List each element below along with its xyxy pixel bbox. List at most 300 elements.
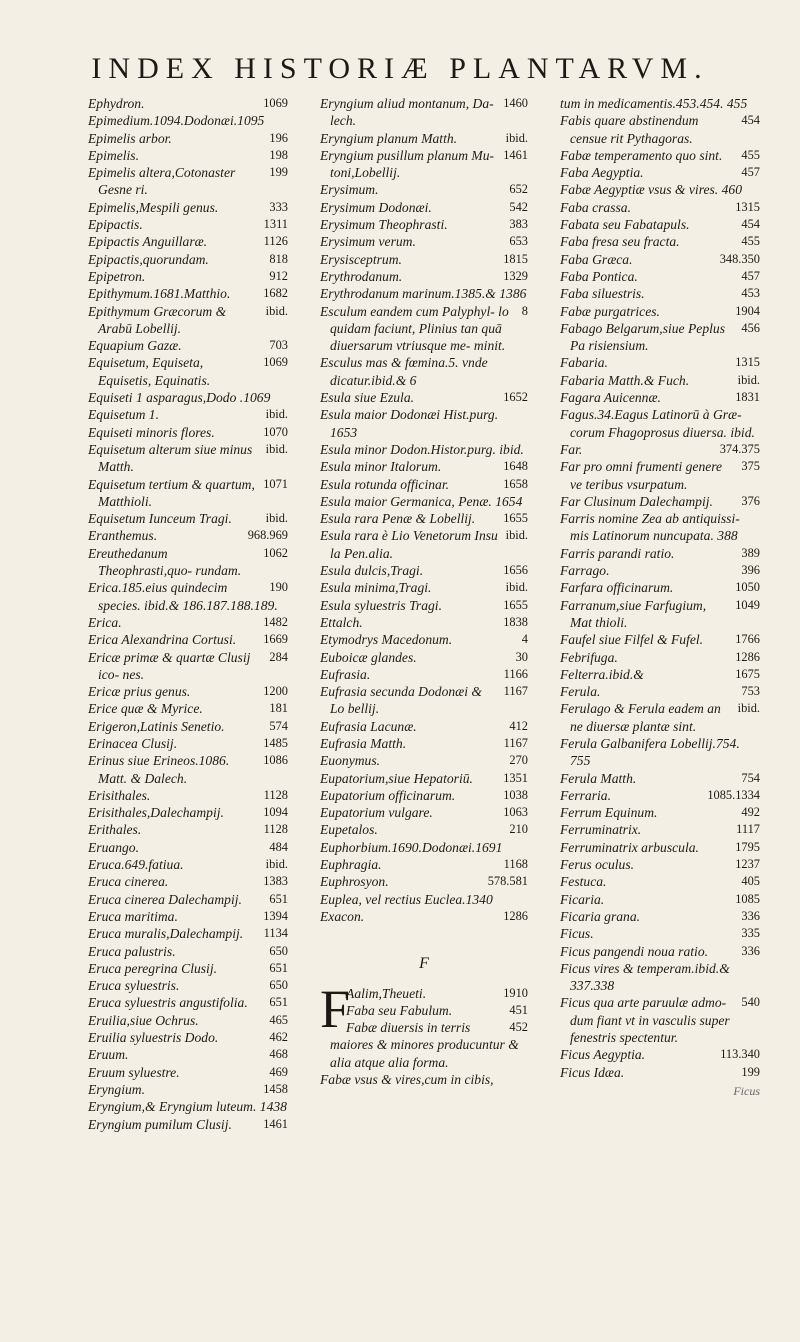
entry-term: Esula minima,Tragi. [320,580,432,596]
entry-page-number: 1168 [503,857,528,872]
entry-term: Exacon. [320,908,365,924]
entry-term: Eufrasia Matth. [320,735,407,751]
entry-page-number: 1085.1334 [707,787,760,802]
entry-page-number: 1071 [263,476,288,491]
index-entry [560,770,760,787]
entry-page-number: 1237 [735,857,760,872]
entry-term: Euphrosyon. [320,874,389,890]
index-entry [560,804,760,821]
entry-term: Eryngium planum Matth. [320,130,458,146]
index-entry [560,372,760,389]
entry-page-number: 1128 [263,822,288,837]
entry-term: Eruango. [88,839,139,855]
entry-term: Ettalch. [320,614,363,630]
index-entry [88,994,288,1011]
entry-term: Euphorbium.1690.Dodonæi.1691 [320,839,503,855]
entry-page-number: 452 [509,1020,528,1035]
index-entry [88,735,288,752]
index-entry [88,1081,288,1098]
entry-term: Erisithales,Dalechampij. [88,805,224,821]
entry-page-number: 455 [741,147,760,162]
entry-term: Erica.185.eius quindecim species. ibid.& 186.187.188.189. [88,580,278,613]
entry-term: Epipetron. [88,268,146,284]
entry-page-number: 1795 [735,839,760,854]
entry-page-number: 375 [741,459,760,474]
entry-page-number: 451 [509,1002,528,1017]
entry-page-number: ibid. [265,441,288,456]
entry-term: Febrifuga. [560,649,618,665]
entry-term: Farfara officinarum. [560,580,674,596]
entry-page-number: 181 [269,701,288,716]
index-entry [320,735,528,752]
index-entry [88,977,288,994]
index-entry [88,337,288,354]
entry-page-number: ibid. [737,701,760,716]
index-entry [560,285,760,302]
index-entry [88,130,288,147]
entry-page-number: 1200 [263,684,288,699]
entry-page-number: 484 [269,839,288,854]
entry-page-number: 1652 [503,390,528,405]
entry-term: Epimelis arbor. [88,130,172,146]
entry-page-number: 462 [269,1030,288,1045]
index-entry [320,130,528,147]
entry-term: Eryngium. [88,1081,146,1097]
index-entry [320,597,528,614]
entry-page-number: 8 [521,303,528,318]
entry-page-number: 1766 [735,632,760,647]
entry-page-number: 396 [741,563,760,578]
index-entry [88,649,288,684]
index-entry [560,649,760,666]
entry-page-number: 376 [741,493,760,508]
entry-term: Far. [560,441,583,457]
entry-page-number: ibid. [737,372,760,387]
entry-page-number: 753 [741,684,760,699]
index-entry [320,718,528,735]
index-entry [88,683,288,700]
entry-term: Eruca.649.fatiua. [88,857,184,873]
entry-page-number: 1655 [503,511,528,526]
entry-term: Ferula Matth. [560,770,637,786]
index-entry [88,1046,288,1063]
entry-page-number: 1286 [735,649,760,664]
section-letter-heading: F [419,955,429,973]
entry-page-number: ibid. [505,580,528,595]
entry-page-number: 540 [741,995,760,1010]
entry-page-number: 818 [269,251,288,266]
entry-page-number: 1904 [735,303,760,318]
entry-term: Eupetalos. [320,822,378,838]
entry-term: Faba fresa seu fracta. [560,234,680,250]
entry-term: Fabaria. [560,355,608,371]
index-entry [560,112,760,147]
entry-page-number: 1134 [263,926,288,941]
index-entry [560,943,760,960]
index-entry [88,233,288,250]
index-entry [88,216,288,233]
entry-page-number: 468 [269,1047,288,1062]
entry-page-number: 348.350 [719,251,760,266]
entry-page-number: 270 [509,753,528,768]
entry-term: Esula minor Italorum. [320,459,442,475]
entry-term: Fabaria Matth.& Fuch. [560,372,690,388]
index-entry [320,389,528,406]
entry-term: Far Clusinum Dalechampij. [560,493,713,509]
index-entry [560,666,760,683]
entry-term: Equiseti 1 asparagus,Dodo .1069 [88,390,271,406]
entry-term: Ficus Idæa. [560,1064,625,1080]
entry-page-number: 1461 [263,1116,288,1131]
index-entry [88,354,288,389]
index-entry [88,527,288,544]
entry-page-number: 199 [269,165,288,180]
index-entry [88,95,288,112]
entry-page-number: 968.969 [247,528,288,543]
entry-term: Erysimum verum. [320,234,416,250]
index-entry [320,908,528,925]
entry-page-number: 1910 [503,985,528,1000]
index-entry [560,631,760,648]
entry-term: Esula maior Germanica, Penæ. 1654 [320,493,523,509]
entry-page-number: 412 [509,718,528,733]
catchword: Ficus [733,1083,760,1098]
entry-term: Eufrasia Lacunæ. [320,718,417,734]
entry-page-number: ibid. [265,303,288,318]
entry-page-number: ibid. [265,407,288,422]
index-entry [88,752,288,787]
index-entry [88,424,288,441]
entry-page-number: 1315 [735,355,760,370]
entry-page-number: 1461 [503,147,528,162]
index-entry [320,649,528,666]
entry-page-number: 1063 [503,805,528,820]
entry-term: Erythrodanum. [320,268,403,284]
index-entry [88,389,288,406]
index-entry [560,354,760,371]
index-entry [560,458,760,493]
entry-term: Ferus oculus. [560,857,635,873]
entry-page-number: 1458 [263,1081,288,1096]
entry-page-number: 336 [741,908,760,923]
section-f-entries [320,978,528,1089]
entry-page-number: 198 [269,147,288,162]
entry-page-number: ibid. [505,528,528,543]
index-entry [88,510,288,527]
entry-term: Euphragia. [320,857,382,873]
entry-term: Equapium Gazæ. [88,338,182,354]
entry-term: Fabæ temperamento quo sint. [560,147,723,163]
index-entry [560,994,760,1046]
entry-page-number: 1117 [736,822,760,837]
index-entry [560,579,760,596]
index-entry [560,320,760,355]
index-entry [320,1002,528,1019]
entry-term: Esula syluestris Tragi. [320,597,442,613]
entry-term: Ferruminatrix arbuscula. [560,839,699,855]
entry-term: Esula siue Ezula. [320,390,415,406]
index-entry [560,925,760,942]
index-entry [88,303,288,338]
entry-term: Eruca syluestris. [88,978,180,994]
entry-term: Epithymum Græcorum & Arabū Lobellij. [88,303,227,336]
entry-term: Eufrasia secunda Dodonæi & Lo bellij. [320,684,482,717]
index-entry [88,164,288,199]
index-entry [560,510,760,545]
index-entry [320,631,528,648]
entry-page-number: 190 [269,580,288,595]
entry-term: Farrago. [560,563,610,579]
index-entry [320,873,528,890]
entry-term: Equisetum 1. [88,407,159,423]
index-entry [560,545,760,562]
entry-term: Faba siluestris. [560,286,645,302]
index-entry [88,873,288,890]
entry-term: Fabæ diuersis in terris maiores & minores producuntur & alia atque alia forma. [330,1020,519,1070]
index-entry [320,614,528,631]
entry-term: Erinacea Clusij. [88,735,178,751]
index-entry [88,718,288,735]
entry-term: Fagus.34.Eagus Latinorū à Græ- corum Fhagoprosus diuersa. ibid. [560,407,755,440]
index-entry [320,683,528,718]
index-entry [320,458,528,475]
index-entry [560,199,760,216]
index-entry [320,199,528,216]
entry-term: Epimelis,Mespili genus. [88,199,219,215]
index-entry [88,268,288,285]
index-entry [560,233,760,250]
entry-term: Erisithales. [88,787,151,803]
entry-term: Faufel siue Filfel & Fufel. [560,632,704,648]
index-entry [560,268,760,285]
entry-page-number: 389 [741,545,760,560]
entry-term: Euonymus. [320,753,381,769]
index-column-2 [320,95,528,1088]
entry-page-number: 1286 [503,908,528,923]
index-entry [320,216,528,233]
entry-page-number: 1311 [263,217,288,232]
index-entry [320,804,528,821]
entry-page-number: 199 [741,1064,760,1079]
entry-page-number: 1682 [263,286,288,301]
entry-term: Euplea, vel rectius Euclea.1340 [320,891,493,907]
index-entry [320,752,528,769]
index-entry [560,700,760,735]
entry-term: Erysimum. [320,182,379,198]
entry-term: Epimelis altera,Cotonaster Gesne ri. [88,165,236,198]
index-entry [560,406,760,441]
index-entry [88,891,288,908]
entry-page-number: 1094 [263,805,288,820]
entry-page-number: 912 [269,268,288,283]
entry-page-number: 1086 [263,753,288,768]
entry-term: Fabis quare abstinendum censue rit Pythagoras. [560,113,699,146]
index-entry [560,683,760,700]
entry-page-number: 1166 [503,666,528,681]
entry-page-number: 383 [509,217,528,232]
index-entry [560,303,760,320]
index-entry [88,251,288,268]
entry-page-number: 1658 [503,476,528,491]
entry-term: Farranum,siue Farfugium, Mat thioli. [560,597,707,630]
entry-term: Eranthemus. [88,528,158,544]
entry-term: Esculus mas & fœmina.5. vnde dicatur.ibid.& 6 [320,355,488,388]
entry-term: Fabæ vsus & vires,cum in cibis, [320,1072,494,1088]
index-entry [560,821,760,838]
running-header: INDEX HISTORIÆ PLANTARVM. [91,52,709,85]
entry-term: Etymodrys Macedonum. [320,632,453,648]
entry-page-number: 457 [741,268,760,283]
entry-page-number: 333 [269,199,288,214]
entry-page-number: 650 [269,978,288,993]
entry-page-number: 335 [741,926,760,941]
entry-page-number: 284 [269,649,288,664]
entry-term: Erice quæ & Myrice. [88,701,203,717]
entry-page-number: 1315 [735,199,760,214]
entry-term: Ferula Galbanifera Lobellij.754. 755 [560,735,740,769]
index-entry [320,839,528,856]
entry-page-number: 650 [269,943,288,958]
entry-term: Euboicæ glandes. [320,649,417,665]
entry-page-number: 1351 [503,770,528,785]
entry-page-number: 1069 [263,355,288,370]
entry-term: Eruca cinerea Dalechampij. [88,891,242,907]
index-entry [560,1046,760,1063]
entry-page-number: 457 [741,165,760,180]
entry-term: Eryngium pumilum Clusij. [88,1116,232,1132]
entry-term: Eryngium,& Eryngium luteum. 1438 [88,1099,287,1115]
entry-page-number: 453 [741,286,760,301]
entry-term: Esula rotunda officinar. [320,476,450,492]
entry-page-number: 1128 [263,787,288,802]
entry-term: Epimedium.1094.Dodonæi.1095 [88,113,265,129]
index-entry [560,839,760,856]
index-entry [320,666,528,683]
entry-page-number: 455 [741,234,760,249]
index-entry [320,268,528,285]
entry-term: Felterra.ibid.& [560,666,644,682]
entry-page-number: 1070 [263,424,288,439]
entry-term: Esula minor Dodon.Histor.purg. ibid. [320,441,524,457]
index-entry [320,251,528,268]
index-entry [88,856,288,873]
index-entry [88,804,288,821]
entry-term: Eruca muralis,Dalechampij. [88,926,244,942]
entry-term: Eruca palustris. [88,943,176,959]
entry-page-number: 1394 [263,908,288,923]
index-entry [320,354,528,389]
entry-page-number: 574 [269,718,288,733]
index-entry [560,164,760,181]
index-entry [88,1012,288,1029]
entry-term: Esula rara è Lio Venetorum Insu la Pen.alia. [320,528,498,561]
entry-term: Ferruminatrix. [560,822,642,838]
entry-page-number: ibid. [505,130,528,145]
entry-term: Esula rara Penæ & Lobellij. [320,511,476,527]
entry-page-number: 456 [741,320,760,335]
index-entry [320,285,528,302]
index-entry [560,389,760,406]
index-entry [320,476,528,493]
entry-page-number: 113.340 [720,1047,760,1062]
index-entry [320,510,528,527]
entry-page-number: 1815 [503,251,528,266]
entry-term: Ephydron. [88,96,145,111]
index-entry [560,891,760,908]
entry-term: Erinus siue Erineos.1086. Matt. & Dalech. [88,753,230,786]
entry-page-number: 651 [269,891,288,906]
entry-page-number: 1329 [503,268,528,283]
entry-page-number: 454 [741,217,760,232]
entry-term: Equisetum, Equiseta, Equisetis, Equinatis. [88,355,211,388]
index-entry [88,908,288,925]
index-entry [88,147,288,164]
index-entry [88,925,288,942]
entry-term: Faba crassa. [560,199,631,215]
entry-term: Ficaria grana. [560,908,641,924]
entry-page-number: 754 [741,770,760,785]
index-entry [88,441,288,476]
entry-page-number: 703 [269,338,288,353]
index-entry [88,579,288,614]
entry-page-number: 1482 [263,614,288,629]
entry-page-number: 492 [741,805,760,820]
entry-term: Eruum syluestre. [88,1064,180,1080]
entry-page-number: 1383 [263,874,288,889]
entry-page-number: 1675 [735,666,760,681]
entry-page-number: 651 [269,960,288,975]
index-entry [88,1029,288,1046]
index-entry [88,285,288,302]
index-entry [320,527,528,562]
index-entry [320,985,528,1002]
index-entry [88,545,288,580]
entry-page-number: 196 [269,130,288,145]
entry-page-number: 1085 [735,891,760,906]
entry-term: Equisetum alterum siue minus Matth. [88,441,253,475]
entry-page-number: 465 [269,1012,288,1027]
entry-term: Equisetum Iunceum Tragi. [88,511,232,527]
index-entry [560,856,760,873]
entry-term: Ferrum Equinum. [560,805,658,821]
entry-term: Erithales. [88,822,142,838]
index-column-1 [88,95,288,1133]
index-entry [560,493,760,510]
index-entry [88,476,288,511]
index-entry [560,251,760,268]
entry-page-number: ibid. [265,857,288,872]
entry-term: Aalim,Theueti. [346,985,427,1001]
entry-term: Erica Alexandrina Cortusi. [88,632,237,648]
index-column-3 [560,95,760,1100]
entry-page-number: 653 [509,234,528,249]
index-entry [88,112,288,129]
entry-term: Farris parandi ratio. [560,545,675,561]
index-entry [320,562,528,579]
entry-term: Ereuthedanum Theophrasti,quo- rundam. [88,545,242,579]
entry-term: Eryngium pusillum planum Mu- toni,Lobellij. [320,147,495,181]
index-entry [320,493,528,510]
index-entry [88,821,288,838]
entry-term: Fabæ purgatrices. [560,303,660,319]
entry-page-number: 1050 [735,580,760,595]
index-entry [88,199,288,216]
entry-page-number: 1669 [263,632,288,647]
entry-term: Ficus qua arte paruulæ admo- dum fiant vt in vasculis super fenestris spectentur. [560,995,730,1046]
entry-term: Epipactis,quorundam. [88,251,209,267]
index-entry [320,441,528,458]
entry-term: Ficus Aegyptia. [560,1047,646,1063]
